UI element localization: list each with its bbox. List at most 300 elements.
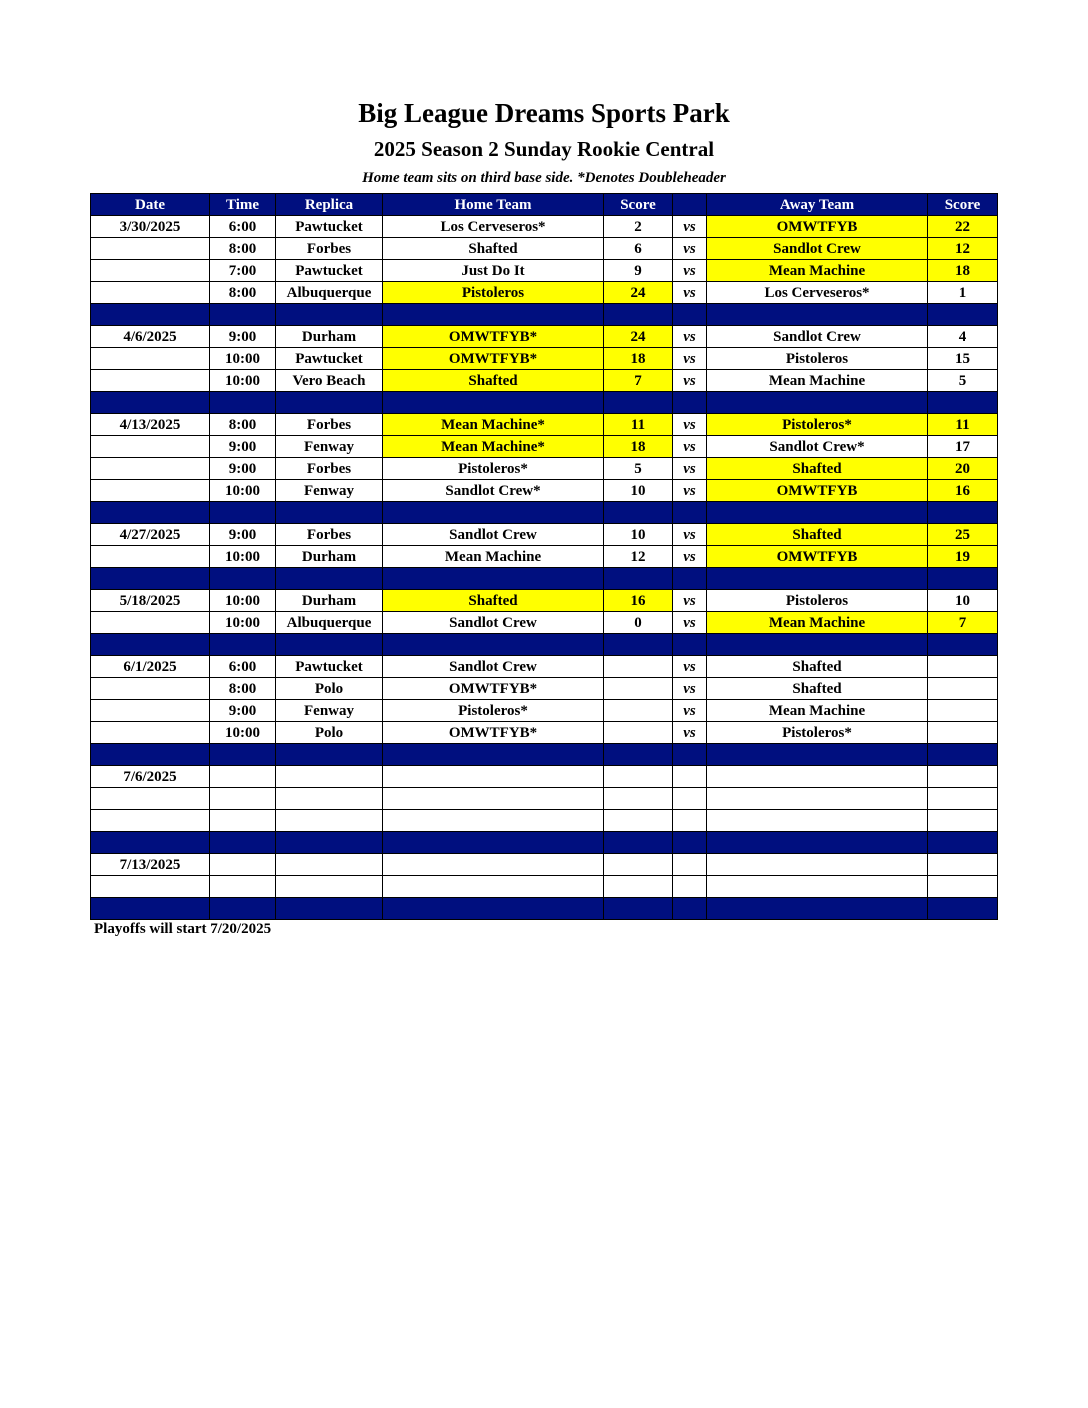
away-score-cell: 7	[928, 612, 998, 634]
week-separator-row	[91, 634, 998, 656]
date-cell	[91, 612, 210, 634]
separator-cell	[673, 568, 707, 590]
vs-label	[673, 810, 707, 832]
separator-cell	[707, 568, 928, 590]
home-score-cell	[604, 722, 673, 744]
vs-label: vs	[673, 458, 707, 480]
away-team-cell: Pistoleros*	[707, 414, 928, 436]
separator-cell	[928, 502, 998, 524]
replica-cell: Pawtucket	[276, 656, 383, 678]
away-score-cell	[928, 766, 998, 788]
time-cell: 8:00	[210, 414, 276, 436]
date-cell: 7/6/2025	[91, 766, 210, 788]
away-score-cell: 12	[928, 238, 998, 260]
away-team-cell	[707, 788, 928, 810]
vs-label: vs	[673, 414, 707, 436]
table-row	[91, 370, 998, 392]
separator-cell	[604, 744, 673, 766]
separator-cell	[604, 304, 673, 326]
separator-cell	[707, 832, 928, 854]
vs-label: vs	[673, 370, 707, 392]
separator-cell	[707, 744, 928, 766]
away-score-cell	[928, 854, 998, 876]
time-cell: 10:00	[210, 480, 276, 502]
time-cell: 9:00	[210, 700, 276, 722]
home-team-cell: Mean Machine*	[383, 414, 604, 436]
home-team-cell: OMWTFYB*	[383, 348, 604, 370]
table-row	[91, 282, 998, 304]
time-cell: 7:00	[210, 260, 276, 282]
playoffs-note: Playoffs will start 7/20/2025	[94, 921, 272, 937]
week-separator-row	[91, 304, 998, 326]
separator-cell	[604, 502, 673, 524]
home-score-cell: 10	[604, 480, 673, 502]
separator-cell	[91, 634, 210, 656]
separator-cell	[91, 744, 210, 766]
away-team-cell	[707, 876, 928, 898]
away-team-cell	[707, 854, 928, 876]
time-cell: 8:00	[210, 238, 276, 260]
separator-cell	[91, 392, 210, 414]
separator-cell	[91, 832, 210, 854]
away-score-cell: 19	[928, 546, 998, 568]
date-cell	[91, 788, 210, 810]
home-team-cell: Pistoleros*	[383, 700, 604, 722]
vs-label: vs	[673, 700, 707, 722]
table-row	[91, 348, 998, 370]
time-cell	[210, 788, 276, 810]
replica-cell: Albuquerque	[276, 282, 383, 304]
separator-cell	[210, 304, 276, 326]
home-score-cell	[604, 854, 673, 876]
home-team-cell: Sandlot Crew	[383, 524, 604, 546]
time-cell: 10:00	[210, 348, 276, 370]
schedule-note: Home team sits on third base side. *Denotes Doubleheader	[362, 170, 726, 186]
replica-cell: Pawtucket	[276, 260, 383, 282]
table-row	[91, 722, 998, 744]
separator-cell	[383, 568, 604, 590]
vs-label	[673, 788, 707, 810]
separator-cell	[604, 898, 673, 920]
home-team-cell: Mean Machine	[383, 546, 604, 568]
separator-cell	[383, 392, 604, 414]
date-cell	[91, 810, 210, 832]
table-row	[91, 436, 998, 458]
week-separator-row	[91, 898, 998, 920]
away-team-cell: OMWTFYB	[707, 216, 928, 238]
replica-cell: Forbes	[276, 524, 383, 546]
time-cell: 6:00	[210, 656, 276, 678]
home-team-cell: Shafted	[383, 590, 604, 612]
table-row	[91, 546, 998, 568]
week-separator-row	[91, 502, 998, 524]
home-team-cell: Sandlot Crew	[383, 656, 604, 678]
date-cell: 4/13/2025	[91, 414, 210, 436]
table-row	[91, 480, 998, 502]
home-team-cell: OMWTFYB*	[383, 722, 604, 744]
away-score-cell: 15	[928, 348, 998, 370]
separator-cell	[91, 502, 210, 524]
away-score-cell	[928, 876, 998, 898]
table-row	[91, 810, 998, 832]
home-team-cell: Los Cerveseros*	[383, 216, 604, 238]
separator-cell	[673, 832, 707, 854]
vs-label: vs	[673, 590, 707, 612]
column-header-away-score: Score	[928, 194, 998, 216]
separator-cell	[210, 502, 276, 524]
date-cell	[91, 700, 210, 722]
away-score-cell: 1	[928, 282, 998, 304]
home-score-cell: 11	[604, 414, 673, 436]
table-row	[91, 788, 998, 810]
home-score-cell: 18	[604, 436, 673, 458]
replica-cell: Forbes	[276, 238, 383, 260]
separator-cell	[91, 898, 210, 920]
home-team-cell: OMWTFYB*	[383, 678, 604, 700]
replica-cell: Fenway	[276, 700, 383, 722]
away-team-cell: OMWTFYB	[707, 546, 928, 568]
vs-label: vs	[673, 612, 707, 634]
column-header-time: Time	[210, 194, 276, 216]
time-cell: 9:00	[210, 436, 276, 458]
away-score-cell: 4	[928, 326, 998, 348]
week-separator-row	[91, 568, 998, 590]
page-title: Big League Dreams Sports Park	[358, 98, 730, 128]
separator-cell	[383, 304, 604, 326]
date-cell	[91, 370, 210, 392]
separator-cell	[210, 634, 276, 656]
home-score-cell: 7	[604, 370, 673, 392]
separator-cell	[673, 304, 707, 326]
home-team-cell: Sandlot Crew*	[383, 480, 604, 502]
away-score-cell: 11	[928, 414, 998, 436]
away-score-cell	[928, 810, 998, 832]
home-score-cell	[604, 788, 673, 810]
home-team-cell: OMWTFYB*	[383, 326, 604, 348]
time-cell	[210, 876, 276, 898]
time-cell: 8:00	[210, 282, 276, 304]
date-cell: 4/6/2025	[91, 326, 210, 348]
home-score-cell: 2	[604, 216, 673, 238]
separator-cell	[210, 898, 276, 920]
away-team-cell: Pistoleros*	[707, 722, 928, 744]
vs-label: vs	[673, 238, 707, 260]
separator-cell	[928, 744, 998, 766]
home-team-cell: Shafted	[383, 238, 604, 260]
replica-cell: Forbes	[276, 458, 383, 480]
home-score-cell: 12	[604, 546, 673, 568]
away-team-cell: Sandlot Crew	[707, 326, 928, 348]
separator-cell	[707, 392, 928, 414]
separator-cell	[91, 568, 210, 590]
home-team-cell: Mean Machine*	[383, 436, 604, 458]
away-score-cell: 16	[928, 480, 998, 502]
separator-cell	[928, 832, 998, 854]
vs-label: vs	[673, 348, 707, 370]
away-score-cell	[928, 700, 998, 722]
schedule-body	[91, 216, 998, 920]
column-header-home-team: Home Team	[383, 194, 604, 216]
away-team-cell: Sandlot Crew	[707, 238, 928, 260]
vs-label: vs	[673, 722, 707, 744]
replica-cell: Polo	[276, 678, 383, 700]
home-score-cell	[604, 810, 673, 832]
home-score-cell	[604, 700, 673, 722]
date-cell	[91, 480, 210, 502]
date-cell	[91, 722, 210, 744]
away-team-cell	[707, 766, 928, 788]
home-team-cell: Pistoleros	[383, 282, 604, 304]
separator-cell	[673, 898, 707, 920]
away-score-cell: 22	[928, 216, 998, 238]
separator-cell	[673, 392, 707, 414]
column-header-away-team: Away Team	[707, 194, 928, 216]
time-cell	[210, 766, 276, 788]
home-team-cell	[383, 766, 604, 788]
separator-cell	[604, 568, 673, 590]
separator-cell	[673, 502, 707, 524]
home-score-cell: 16	[604, 590, 673, 612]
separator-cell	[673, 634, 707, 656]
vs-label: vs	[673, 282, 707, 304]
separator-cell	[383, 502, 604, 524]
week-separator-row	[91, 744, 998, 766]
away-team-cell: Pistoleros	[707, 590, 928, 612]
replica-cell	[276, 854, 383, 876]
separator-cell	[276, 568, 383, 590]
home-score-cell: 0	[604, 612, 673, 634]
column-header-vs	[673, 194, 707, 216]
away-team-cell: Los Cerveseros*	[707, 282, 928, 304]
separator-cell	[210, 568, 276, 590]
away-score-cell: 5	[928, 370, 998, 392]
time-cell: 9:00	[210, 458, 276, 480]
replica-cell: Vero Beach	[276, 370, 383, 392]
home-score-cell: 24	[604, 326, 673, 348]
date-cell: 3/30/2025	[91, 216, 210, 238]
column-header-replica: Replica	[276, 194, 383, 216]
home-score-cell: 18	[604, 348, 673, 370]
home-team-cell: Shafted	[383, 370, 604, 392]
home-score-cell	[604, 766, 673, 788]
separator-cell	[928, 568, 998, 590]
away-score-cell: 17	[928, 436, 998, 458]
replica-cell: Albuquerque	[276, 612, 383, 634]
table-header-row	[91, 194, 998, 216]
time-cell: 9:00	[210, 326, 276, 348]
vs-label	[673, 766, 707, 788]
separator-cell	[707, 634, 928, 656]
home-score-cell: 24	[604, 282, 673, 304]
table-row	[91, 766, 998, 788]
separator-cell	[604, 634, 673, 656]
away-score-cell: 10	[928, 590, 998, 612]
replica-cell: Durham	[276, 326, 383, 348]
separator-cell	[276, 744, 383, 766]
away-team-cell: Shafted	[707, 524, 928, 546]
separator-cell	[210, 832, 276, 854]
table-row	[91, 876, 998, 898]
vs-label: vs	[673, 326, 707, 348]
table-row	[91, 414, 998, 436]
table-row	[91, 612, 998, 634]
replica-cell: Fenway	[276, 480, 383, 502]
home-score-cell	[604, 876, 673, 898]
table-row	[91, 700, 998, 722]
date-cell	[91, 436, 210, 458]
away-team-cell: Shafted	[707, 678, 928, 700]
replica-cell: Pawtucket	[276, 348, 383, 370]
table-row	[91, 458, 998, 480]
separator-cell	[91, 304, 210, 326]
table-row	[91, 854, 998, 876]
table-row	[91, 216, 998, 238]
separator-cell	[383, 832, 604, 854]
replica-cell: Durham	[276, 590, 383, 612]
vs-label: vs	[673, 480, 707, 502]
separator-cell	[276, 898, 383, 920]
time-cell	[210, 810, 276, 832]
replica-cell	[276, 876, 383, 898]
table-row	[91, 524, 998, 546]
home-team-cell: Pistoleros*	[383, 458, 604, 480]
date-cell	[91, 678, 210, 700]
date-cell	[91, 876, 210, 898]
separator-cell	[276, 634, 383, 656]
vs-label: vs	[673, 260, 707, 282]
date-cell	[91, 458, 210, 480]
time-cell: 8:00	[210, 678, 276, 700]
separator-cell	[928, 304, 998, 326]
separator-cell	[210, 744, 276, 766]
away-score-cell: 25	[928, 524, 998, 546]
vs-label: vs	[673, 546, 707, 568]
vs-label: vs	[673, 436, 707, 458]
separator-cell	[276, 502, 383, 524]
home-score-cell	[604, 656, 673, 678]
away-team-cell: Shafted	[707, 458, 928, 480]
separator-cell	[604, 392, 673, 414]
time-cell: 10:00	[210, 722, 276, 744]
date-cell	[91, 238, 210, 260]
table-row	[91, 326, 998, 348]
time-cell: 10:00	[210, 612, 276, 634]
replica-cell: Polo	[276, 722, 383, 744]
separator-cell	[383, 634, 604, 656]
home-team-cell: Sandlot Crew	[383, 612, 604, 634]
separator-cell	[276, 832, 383, 854]
separator-cell	[673, 744, 707, 766]
home-score-cell: 5	[604, 458, 673, 480]
away-team-cell: Pistoleros	[707, 348, 928, 370]
time-cell	[210, 854, 276, 876]
home-team-cell	[383, 788, 604, 810]
date-cell: 4/27/2025	[91, 524, 210, 546]
replica-cell	[276, 766, 383, 788]
separator-cell	[707, 898, 928, 920]
home-team-cell	[383, 810, 604, 832]
separator-cell	[276, 392, 383, 414]
column-header-home-score: Score	[604, 194, 673, 216]
away-team-cell: Sandlot Crew*	[707, 436, 928, 458]
replica-cell	[276, 788, 383, 810]
away-score-cell	[928, 722, 998, 744]
separator-cell	[928, 898, 998, 920]
date-cell: 6/1/2025	[91, 656, 210, 678]
away-score-cell	[928, 656, 998, 678]
away-score-cell	[928, 678, 998, 700]
away-team-cell: Mean Machine	[707, 260, 928, 282]
replica-cell: Forbes	[276, 414, 383, 436]
date-cell	[91, 348, 210, 370]
home-score-cell: 9	[604, 260, 673, 282]
separator-cell	[383, 898, 604, 920]
away-score-cell: 20	[928, 458, 998, 480]
table-row	[91, 260, 998, 282]
time-cell: 10:00	[210, 546, 276, 568]
column-header-date: Date	[91, 194, 210, 216]
vs-label: vs	[673, 524, 707, 546]
away-team-cell: OMWTFYB	[707, 480, 928, 502]
separator-cell	[383, 744, 604, 766]
separator-cell	[928, 634, 998, 656]
week-separator-row	[91, 392, 998, 414]
away-team-cell: Mean Machine	[707, 612, 928, 634]
away-team-cell	[707, 810, 928, 832]
time-cell: 10:00	[210, 590, 276, 612]
away-team-cell: Mean Machine	[707, 370, 928, 392]
table-row	[91, 678, 998, 700]
home-team-cell	[383, 854, 604, 876]
home-team-cell	[383, 876, 604, 898]
away-score-cell	[928, 788, 998, 810]
away-team-cell: Shafted	[707, 656, 928, 678]
vs-label	[673, 854, 707, 876]
separator-cell	[707, 304, 928, 326]
schedule-table	[90, 193, 998, 920]
table-row	[91, 656, 998, 678]
away-team-cell: Mean Machine	[707, 700, 928, 722]
page-subtitle: 2025 Season 2 Sunday Rookie Central	[373, 137, 715, 161]
replica-cell: Pawtucket	[276, 216, 383, 238]
time-cell: 6:00	[210, 216, 276, 238]
date-cell: 7/13/2025	[91, 854, 210, 876]
date-cell	[91, 546, 210, 568]
separator-cell	[707, 502, 928, 524]
replica-cell: Fenway	[276, 436, 383, 458]
date-cell	[91, 282, 210, 304]
time-cell: 9:00	[210, 524, 276, 546]
date-cell: 5/18/2025	[91, 590, 210, 612]
vs-label: vs	[673, 656, 707, 678]
time-cell: 10:00	[210, 370, 276, 392]
separator-cell	[276, 304, 383, 326]
vs-label: vs	[673, 216, 707, 238]
date-cell	[91, 260, 210, 282]
replica-cell: Durham	[276, 546, 383, 568]
away-score-cell: 18	[928, 260, 998, 282]
separator-cell	[928, 392, 998, 414]
table-row	[91, 590, 998, 612]
separator-cell	[210, 392, 276, 414]
week-separator-row	[91, 832, 998, 854]
separator-cell	[604, 832, 673, 854]
vs-label	[673, 876, 707, 898]
home-score-cell	[604, 678, 673, 700]
vs-label: vs	[673, 678, 707, 700]
home-team-cell: Just Do It	[383, 260, 604, 282]
home-score-cell: 6	[604, 238, 673, 260]
